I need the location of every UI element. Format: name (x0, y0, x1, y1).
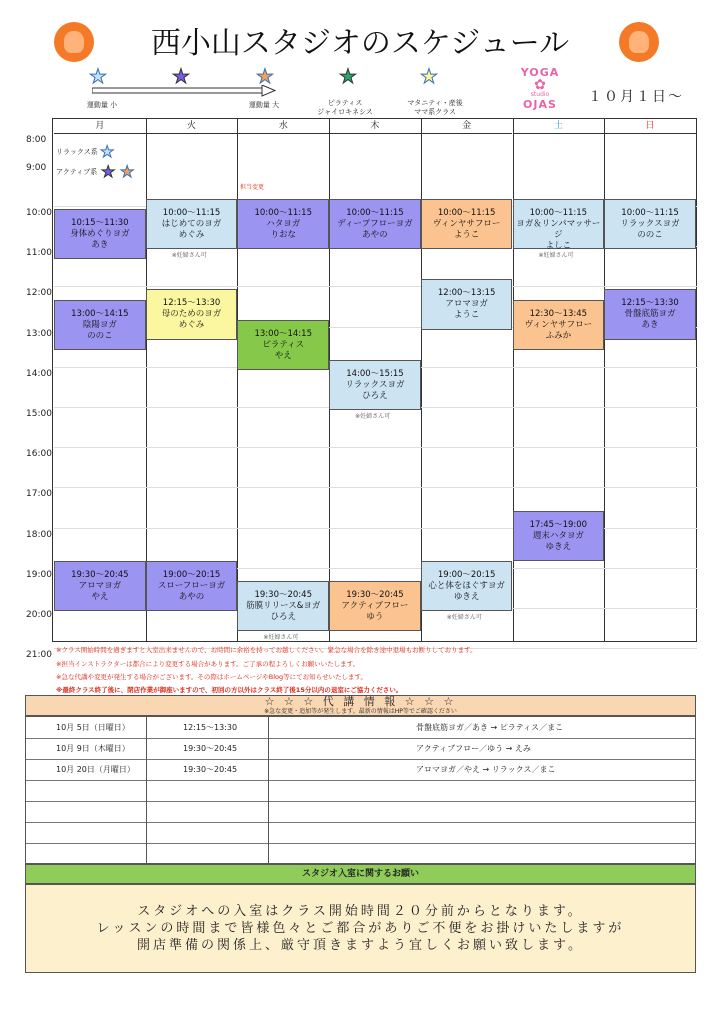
class-block (146, 199, 238, 249)
class-name: 身体めぐりヨガ (70, 229, 130, 240)
substitute-detail: 骨盤底筋ヨガ／あき → ピラティス／まこ (416, 723, 564, 732)
substitute-row (26, 780, 695, 802)
class-block (329, 360, 421, 410)
legend-pilates (310, 99, 380, 117)
class-name: アロマヨガ (445, 299, 488, 310)
hour-label: 14:00 (26, 368, 52, 379)
class-name: はじめてのヨガ (161, 219, 222, 229)
class-teacher: やえ (91, 591, 109, 602)
relax-label: リラックス系 (56, 148, 98, 156)
day-header-5: 土 (513, 119, 605, 134)
legend-maternity-line2: ママ系クラス (414, 108, 456, 116)
class-teacher: あやの (362, 230, 388, 240)
day-header-4: 金 (421, 119, 513, 134)
class-block (513, 199, 605, 249)
class-teacher: りおな (270, 230, 296, 240)
hour-gridline (54, 487, 697, 488)
green-star-icon: ★ (339, 64, 357, 88)
logo-line2: studio (530, 91, 550, 98)
class-teacher: よしこ (545, 241, 572, 251)
notice-line-2: レッスンの時間まで皆様色々とご都合がありご不便をお掛けいたしますが (96, 921, 625, 936)
class-time: 19:00〜20:15 (162, 569, 221, 580)
day-header-1: 火 (146, 119, 238, 134)
substitute-date: 10月 5日（日曜日） (56, 723, 130, 732)
logo-line3: OJAS (523, 98, 557, 111)
class-teacher: めぐみ (178, 320, 205, 331)
substitute-header (25, 695, 696, 716)
class-teacher: ゆきえ (545, 541, 572, 552)
class-name: リラックスヨガ (345, 379, 405, 390)
class-time: 12:15〜13:30 (162, 298, 221, 309)
class-teacher: めぐみ (178, 230, 205, 240)
legend-maternity (400, 99, 470, 117)
class-teacher: ひろえ (362, 390, 388, 401)
hour-label: 19:00 (26, 569, 52, 580)
hour-gridline (54, 286, 697, 287)
class-teacher: ののこ (87, 330, 113, 341)
substitute-table (25, 716, 696, 864)
class-time: 19:30〜20:45 (254, 589, 312, 600)
hour-label: 8:00 (26, 135, 47, 145)
active-star-orange-icon: ★ (120, 162, 135, 181)
class-block (54, 300, 146, 350)
class-name: 心と体をほぐすヨガ (428, 580, 505, 591)
hour-label: 15:00 (26, 409, 52, 419)
day-header-6: 日 (604, 119, 696, 134)
pregnant-ok-note: ※妊婦さん可 (446, 614, 482, 622)
class-time: 19:30〜20:45 (346, 589, 404, 600)
pregnant-ok-note: ※妊婦さん可 (355, 413, 391, 421)
day-divider (237, 118, 238, 642)
class-name: ヨガ＆リンパマッサージ (516, 219, 601, 240)
notice-box (25, 884, 696, 973)
hour-label: 21:00 (26, 650, 52, 661)
class-block (421, 279, 513, 329)
notice-line-1: スタジオへの入室はクラス開始時間２０分前からとなります。 (137, 904, 584, 919)
class-block (513, 300, 605, 350)
class-name: ヴィンヤサフロー (432, 219, 501, 229)
day-header-0: 月 (54, 119, 146, 134)
hour-label: 18:00 (26, 529, 52, 540)
class-teacher: ようこ (453, 310, 480, 321)
class-teacher: あき (91, 240, 109, 251)
legend-intensity-large: 運動量 大 (248, 101, 280, 109)
class-block (237, 581, 329, 631)
hour-label: 9:00 (26, 163, 47, 173)
class-time: 10:00〜11:15 (621, 208, 679, 218)
class-teacher: あやの (178, 591, 205, 602)
warning-1: ※クラス開始時間を過ぎますと入室出来ませんので、お時間に余裕を持ってお越しください。緊急な場合を除き途中退場もお断りしております。 (56, 646, 477, 654)
class-block (604, 289, 696, 339)
substitute-time: 19:30〜20:45 (183, 744, 238, 753)
class-time: 10:00〜11:15 (162, 208, 221, 218)
legend-pilates-line1: ピラティス (327, 99, 363, 107)
class-name: ハタヨガ (266, 219, 301, 229)
class-block (513, 511, 605, 561)
class-name: ピラティス (262, 339, 305, 350)
substitute-subtitle: ※急な変更・追加等が発生します。最新の情報はHP等でご確認ください (264, 708, 457, 715)
active-label: アクティブ系 (56, 168, 98, 176)
class-block (54, 209, 146, 259)
class-name: 筋膜リリース&ヨガ (246, 600, 321, 611)
class-teacher: ようこ (453, 230, 480, 240)
substitute-col-divider-1 (146, 716, 147, 864)
notice-heading: スタジオ入室に関するお願い (25, 864, 696, 884)
hour-label: 17:00 (26, 489, 52, 500)
class-time: 10:15〜11:30 (71, 218, 129, 229)
substitute-col-divider-2 (268, 716, 269, 864)
class-name: アクティブフロー (341, 600, 409, 611)
hour-label: 11:00 (26, 248, 52, 259)
class-block (604, 199, 696, 249)
active-star-purple-icon: ★ (101, 162, 116, 181)
class-block (329, 199, 421, 249)
class-block (146, 289, 238, 339)
day-header-2: 水 (237, 119, 329, 134)
class-block (54, 561, 146, 611)
legend-intensity-small: 運動量 小 (86, 101, 118, 109)
class-block (421, 561, 513, 611)
class-time: 12:30〜13:45 (529, 308, 588, 319)
day-divider (604, 118, 605, 642)
hour-label: 13:00 (26, 328, 52, 339)
substitute-row (26, 822, 695, 844)
class-time: 19:30〜20:45 (71, 569, 129, 580)
substitute-detail: アクティブフロー／ゆう → えみ (416, 744, 531, 753)
day-divider (513, 118, 514, 642)
class-name: 骨盤底筋ヨガ (624, 309, 676, 320)
class-time: 14:00〜15:15 (346, 368, 404, 379)
schedule-start-date: １０月１日〜 (588, 89, 684, 105)
warning-3: ※急な代講や変更が発生する場合がございます。その際はホームページやBlog等にてお知らせいたします。 (56, 673, 367, 681)
class-time: 10:00〜11:15 (254, 208, 312, 218)
class-teacher: やえ (274, 350, 292, 361)
light-blue-star-icon: ★ (89, 64, 107, 88)
class-teacher: ゆう (366, 611, 384, 622)
elephant-logo-left (54, 22, 94, 62)
day-header-3: 木 (329, 119, 421, 134)
elephant-logo-right (619, 22, 659, 62)
notice-line-3: 開店準備の関係上、厳守頂きますよう宜しくお願い致します。 (137, 938, 584, 953)
class-name: 週末ハタヨガ (532, 530, 584, 541)
class-time: 10:00〜11:15 (346, 208, 404, 218)
class-time: 12:00〜13:15 (437, 288, 496, 299)
pregnant-ok-note: ※妊婦さん可 (171, 252, 207, 260)
class-teacher: ゆきえ (453, 591, 480, 602)
substitute-row (26, 801, 695, 823)
orange-star-icon: ★ (256, 64, 274, 88)
class-name: ヴィンヤサフロー (524, 319, 593, 330)
class-time: 19:00〜20:15 (437, 569, 496, 580)
class-name: 母のためのヨガ (161, 309, 222, 320)
substitute-row (26, 717, 695, 739)
purple-star-icon: ★ (172, 64, 190, 88)
class-time: 17:45〜19:00 (529, 519, 588, 530)
yellow-star-icon: ★ (420, 64, 438, 88)
studio-logo (510, 66, 570, 111)
substitute-date: 10月 9日（木曜日） (56, 744, 130, 753)
hour-label: 12:00 (26, 288, 52, 299)
class-time: 12:15〜13:30 (621, 298, 679, 309)
class-name: アロマヨガ (78, 580, 122, 591)
legend-pilates-line2: ジャイロキネシス (317, 108, 373, 116)
intensity-arrow-icon (92, 85, 277, 97)
substitute-date: 10月 20日（月曜日） (56, 765, 135, 774)
class-teacher: ふみか (545, 330, 572, 341)
warning-4: ※最終クラス終了後に、閉店作業が御座いますので、初回の方以外はクラス終了後15分以内の退室にご協力ください。 (56, 686, 403, 694)
class-time: 13:00〜14:15 (254, 328, 312, 339)
class-time: 10:00〜11:15 (437, 208, 496, 218)
pregnant-ok-note: ※妊婦さん可 (263, 634, 299, 642)
class-time: 10:00〜11:15 (529, 208, 588, 218)
class-block (146, 561, 238, 611)
hour-label: 16:00 (26, 449, 52, 460)
class-block (237, 320, 329, 370)
class-block (329, 581, 421, 631)
logo-line1: YOGA (520, 66, 560, 79)
legend-maternity-line1: マタニティ・産後 (407, 99, 463, 107)
hour-label: 10:00 (26, 208, 52, 218)
class-teacher: あき (641, 320, 659, 331)
class-name: スローフローヨガ (157, 580, 226, 591)
hour-label: 20:00 (26, 610, 52, 620)
class-teacher: ひろえ (270, 611, 296, 622)
pregnant-ok-note: ※妊婦さん可 (538, 252, 574, 260)
hour-gridline (54, 447, 697, 448)
relax-star-icon: ★ (100, 142, 115, 161)
class-block (421, 199, 513, 249)
substitute-row (26, 738, 695, 760)
substitute-detail: アロマヨガ／やえ → リラックス／まこ (416, 765, 556, 774)
class-name: リラックスヨガ (620, 219, 680, 229)
substitute-row (26, 843, 695, 865)
teacher-change-note: 担当変更 (240, 184, 265, 191)
page-title: 西小山スタジオのスケジュール (150, 26, 570, 61)
class-name: 陰陽ヨガ (82, 319, 117, 330)
warning-2: ※担当インストラクターは都合により変更する場合があります。ご了承の程よろしくお願いいたします。 (56, 660, 360, 668)
substitute-row (26, 759, 695, 781)
class-name: ディープフローヨガ (337, 219, 413, 229)
class-block (237, 199, 329, 249)
lotus-icon: ✿ (534, 77, 546, 93)
substitute-title: ☆ ☆ ☆ 代 講 情 報 ☆ ☆ ☆ (264, 695, 457, 708)
substitute-time: 19:30〜20:45 (183, 765, 238, 774)
substitute-time: 12:15〜13:30 (183, 723, 238, 732)
class-time: 13:00〜14:15 (71, 308, 129, 319)
class-teacher: ののこ (637, 230, 663, 240)
